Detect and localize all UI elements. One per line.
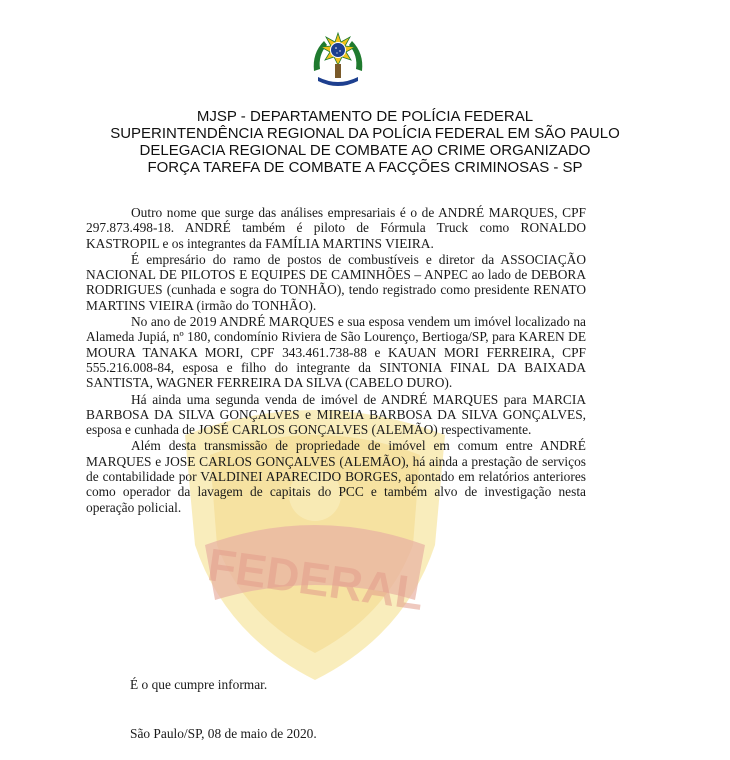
place-and-date: São Paulo/SP, 08 de maio de 2020. [130,726,317,741]
header-line-delegacy: DELEGACIA REGIONAL DE COMBATE AO CRIME ORGANIZADO [139,142,591,159]
paragraph: Há ainda uma segunda venda de imóvel de ANDRÉ MARQUES para MARCIA BARBOSA DA SILVA GONÇALVES e MIREIA BARBOSA DA SILVA GONÇALVES, esposa e cunhada de JOSÉ CARLOS GONÇALVES (ALEMÃO) respectivamente. [86,391,586,438]
document-body [86,205,586,516]
paragraph: Além desta transmissão de propriedade de imóvel em comum entre ANDRÉ MARQUES e JOSE CARLOS GONÇALVES (ALEMÃO), há ainda a prestação de serviços de contabilidade por VALDINEI APARECIDO BORGES, apontado em relatórios anteriores como operador da lavagem de capitais do PCC e também alvo de investigação nesta operação policial. [86,438,586,515]
header-line-ministry: MJSP - DEPARTAMENTO DE POLÍCIA FEDERAL [196,108,534,125]
header-line-task-force: FORÇA TAREFA DE COMBATE A FACÇÕES CRIMINOSAS - SP [147,159,583,176]
watermark-text: FEDERAL [204,538,428,620]
paragraph: É empresário do ramo de postos de combustíveis e diretor da ASSOCIAÇÃO NACIONAL DE PILOTOS E EQUIPES DE CAMINHÕES – ANPEC ao lado de DEBORA RODRIGUES (cunhada e sogra do TONHÃO), tendo registrado como presidente RENATO MARTINS VIEIRA (irmão do TONHÃO). [86,251,586,313]
closing-statement: É o que cumpre informar. [130,677,268,692]
header-line-superintendency: SUPERINTENDÊNCIA REGIONAL DA POLÍCIA FEDERAL EM SÃO PAULO [110,125,620,142]
brazil-coat-of-arms-icon [310,31,366,89]
paragraph: Outro nome que surge das análises empresariais é o de ANDRÉ MARQUES, CPF 297.873.498-18. ANDRÉ também é piloto de Fórmula Truck como RONALDO KASTROPIL e os integrantes da FAMÍLIA MARTINS VIEIRA. [86,205,586,251]
document-header [60,108,670,176]
paragraph: No ano de 2019 ANDRÉ MARQUES e sua esposa vendem um imóvel localizado na Alameda Jupiá, nº 180, condomínio Riviera de São Lourenço, Bertioga/SP, para KAREN DE MOURA TANAKA MORI, CPF 343.461.738-88 e KAUAN MORI FERREIRA, CPF 555.216.008-84, esposa e filho do integrante da SINTONIA FINAL DA BAIXADA SANTISTA, WAGNER FERREIRA DA SILVA (CABELO DURO). [86,314,586,391]
